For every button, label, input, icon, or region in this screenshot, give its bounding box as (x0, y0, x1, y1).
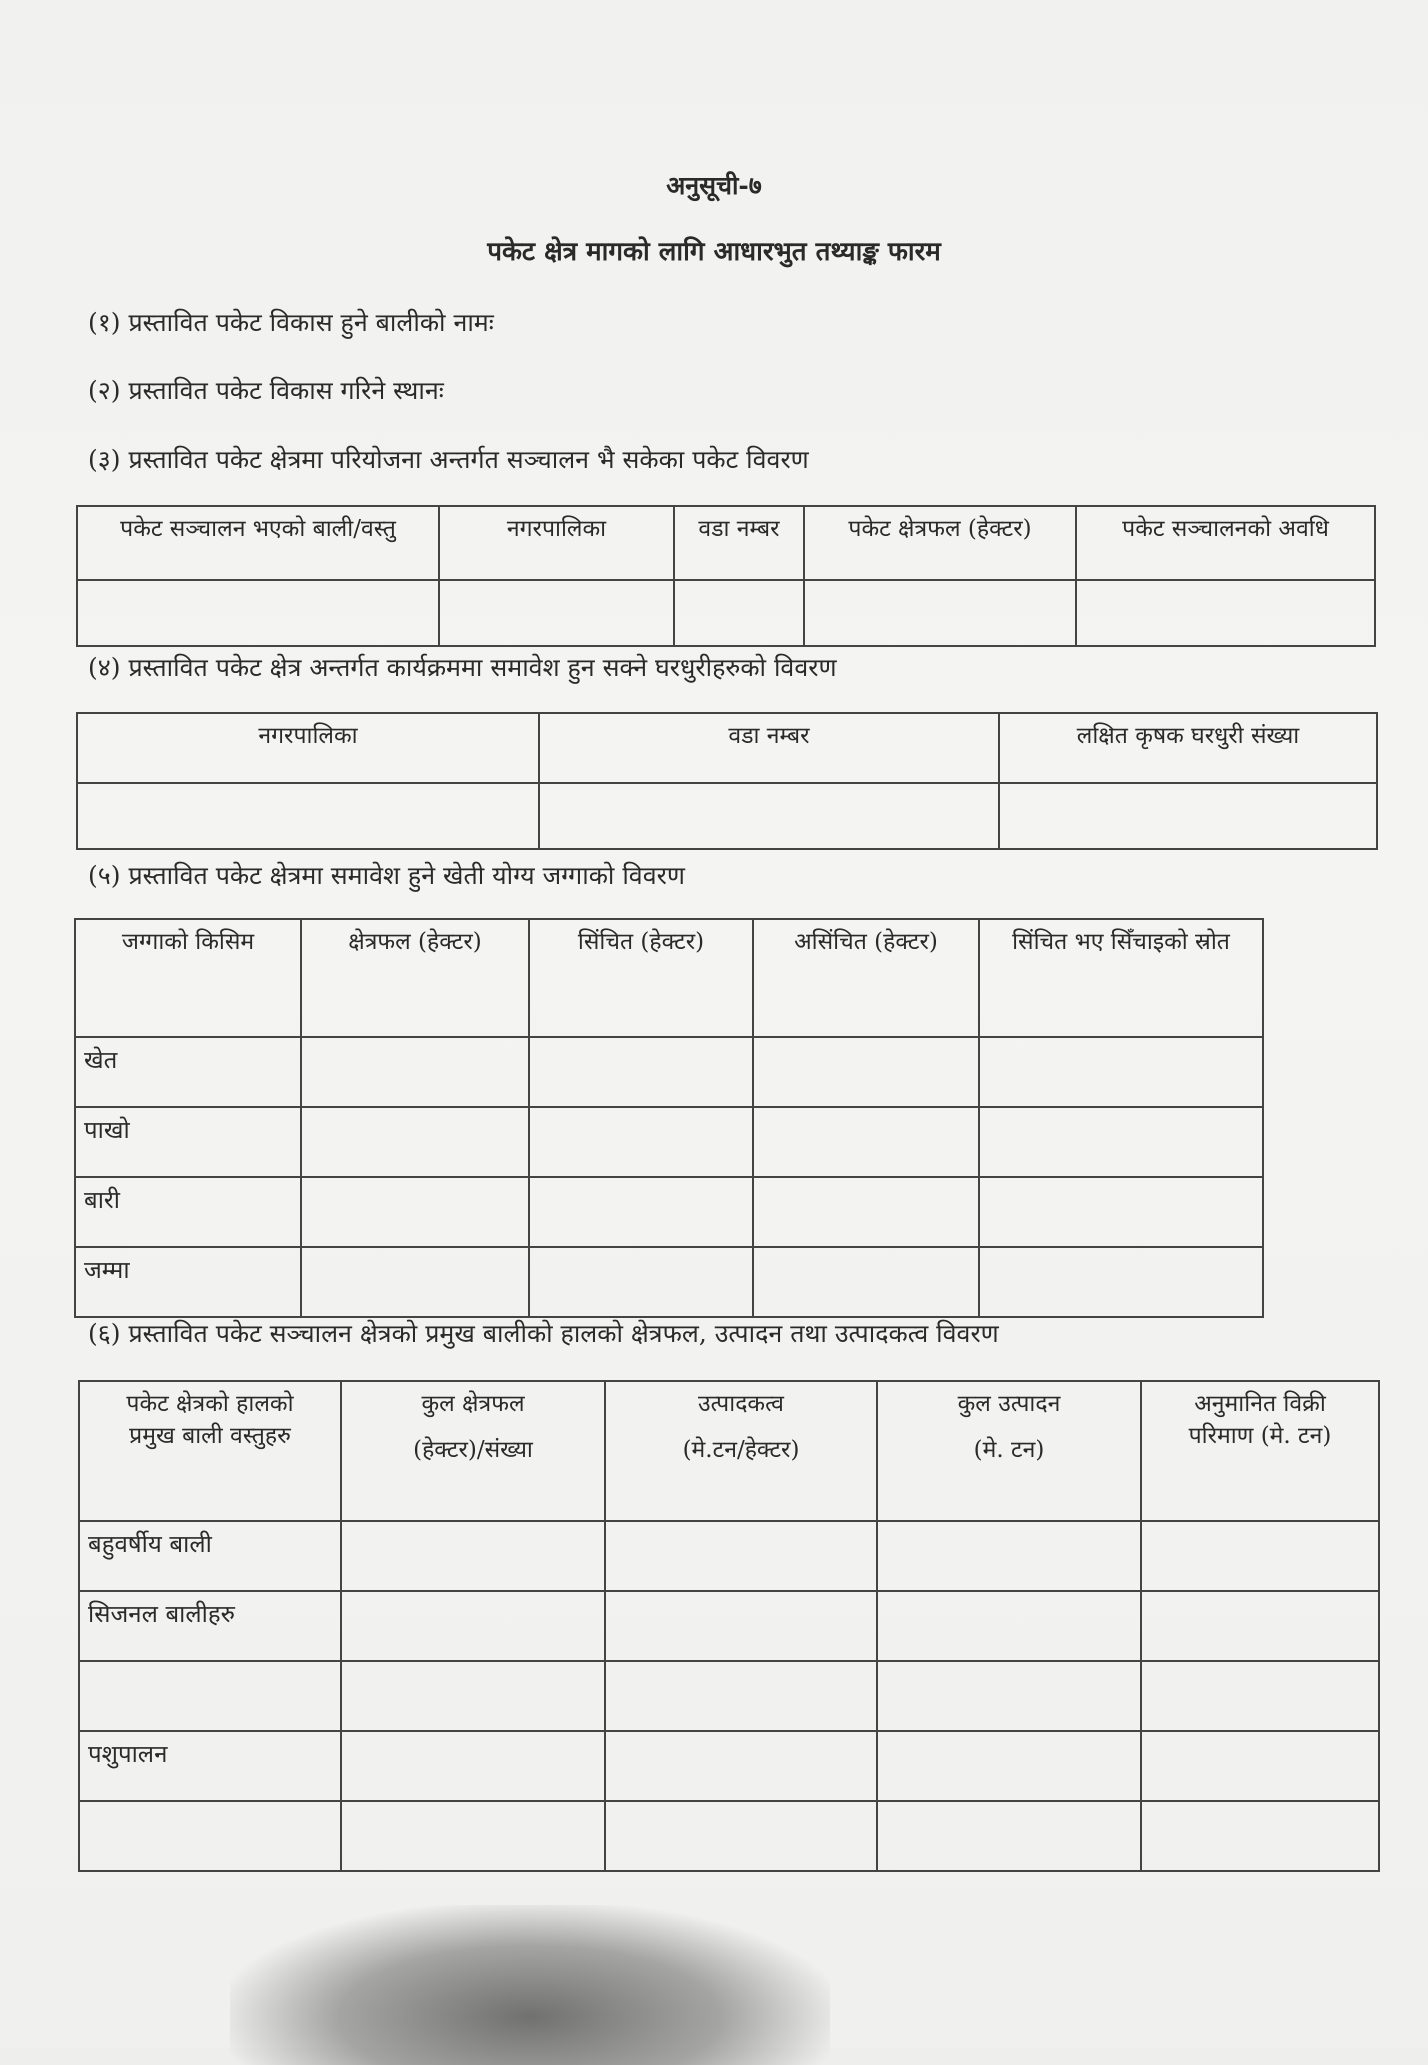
table-row (79, 1801, 1379, 1871)
cell-empty[interactable] (999, 783, 1377, 849)
header-ward: वडा नम्बर (674, 506, 804, 580)
cell-empty[interactable] (605, 1521, 877, 1591)
table-header-row (77, 506, 1375, 580)
cell-empty[interactable] (77, 580, 439, 646)
item-1-crop-name: (१) प्रस्तावित पकेट विकास हुने बालीको नामः (88, 308, 494, 337)
table-header-row (75, 919, 1263, 1037)
cell-empty[interactable] (605, 1731, 877, 1801)
row-label-total: जम्मा (75, 1247, 301, 1317)
cell-empty[interactable] (341, 1731, 605, 1801)
table-row (77, 580, 1375, 646)
land-table (74, 918, 1264, 1318)
cell-empty[interactable] (1141, 1661, 1379, 1731)
form-title: पकेट क्षेत्र मागको लागि आधारभुत तथ्याङ्क फारम (487, 237, 941, 267)
cell-empty[interactable] (605, 1591, 877, 1661)
header-ward: वडा नम्बर (539, 713, 999, 783)
header-area: पकेट क्षेत्रफल (हेक्टर) (804, 506, 1076, 580)
header-estimated-sales-line1: अनुमानित विक्री (1194, 1391, 1326, 1417)
cell-empty[interactable] (301, 1107, 529, 1177)
table-row (79, 1661, 1379, 1731)
header-irrigated: सिंचित (हेक्टर) (529, 919, 753, 1037)
cell-empty[interactable] (877, 1591, 1141, 1661)
header-total-production-line2: (मे. टन) (973, 1437, 1045, 1464)
item-6-production: (६) प्रस्तावित पकेट सञ्चालन क्षेत्रको प्रमुख बालीको हालको क्षेत्रफल, उत्पादन तथा उत्पादकत्व विवरण (88, 1319, 999, 1348)
table-row (79, 1591, 1379, 1661)
header-municipality: नगरपालिका (439, 506, 674, 580)
table-row (75, 1037, 1263, 1107)
cell-empty[interactable] (341, 1801, 605, 1871)
header-total-area-line2: (हेक्टर)/संख्या (413, 1437, 533, 1464)
table-row (79, 1731, 1379, 1801)
cell-empty[interactable] (674, 580, 804, 646)
table-row (75, 1177, 1263, 1247)
item-5-land: (५) प्रस्तावित पकेट क्षेत्रमा समावेश हुने खेती योग्य जग्गाको विवरण (88, 861, 685, 890)
header-duration: पकेट सञ्चालनको अवधि (1076, 506, 1375, 580)
row-label-bari: बारी (75, 1177, 301, 1247)
schedule-heading: अनुसूची-७ (666, 171, 762, 200)
cell-empty[interactable] (1076, 580, 1375, 646)
header-area: क्षेत्रफल (हेक्टर) (301, 919, 529, 1037)
header-municipality: नगरपालिका (77, 713, 539, 783)
cell-empty[interactable] (605, 1801, 877, 1871)
cell-empty[interactable] (301, 1037, 529, 1107)
cell-empty[interactable] (539, 783, 999, 849)
cell-empty[interactable] (753, 1177, 979, 1247)
cell-empty[interactable] (979, 1247, 1263, 1317)
header-estimated-sales-line2: परिमाण (मे. टन) (1188, 1423, 1332, 1450)
table-header-row (79, 1381, 1379, 1521)
header-total-area-line1: कुल क्षेत्रफल (421, 1391, 525, 1417)
header-major-crops (79, 1381, 341, 1521)
cell-empty[interactable] (301, 1247, 529, 1317)
households-table (76, 712, 1378, 850)
item-4-households: (४) प्रस्तावित पकेट क्षेत्र अन्तर्गत कार्यक्रममा समावेश हुन सक्ने घरधुरीहरुको विवरण (88, 653, 837, 682)
cell-empty[interactable] (341, 1591, 605, 1661)
cell-empty[interactable] (529, 1107, 753, 1177)
header-unirrigated: असिंचित (हेक्टर) (753, 919, 979, 1037)
item-3-existing-pockets: (३) प्रस्तावित पकेट क्षेत्रमा परियोजना अन्तर्गत सञ्चालन भै सकेका पकेट विवरण (88, 445, 809, 474)
cell-empty[interactable] (877, 1801, 1141, 1871)
header-major-crops-line1: पकेट क्षेत्रको हालको (126, 1391, 294, 1417)
cell-empty[interactable] (804, 580, 1076, 646)
row-label-khet: खेत (75, 1037, 301, 1107)
row-label-blank (79, 1801, 341, 1871)
photo-shadow (230, 1905, 830, 2065)
row-label-pakho: पाखो (75, 1107, 301, 1177)
production-table (78, 1380, 1380, 1872)
cell-empty[interactable] (77, 783, 539, 849)
cell-empty[interactable] (341, 1521, 605, 1591)
cell-empty[interactable] (529, 1177, 753, 1247)
row-label-livestock: पशुपालन (79, 1731, 341, 1801)
row-label-blank (79, 1661, 341, 1731)
row-label-perennial: बहुवर्षीय बाली (79, 1521, 341, 1591)
header-households: लक्षित कृषक घरधुरी संख्या (999, 713, 1377, 783)
cell-empty[interactable] (1141, 1521, 1379, 1591)
table-row (77, 783, 1377, 849)
cell-empty[interactable] (1141, 1801, 1379, 1871)
table-row (79, 1521, 1379, 1591)
cell-empty[interactable] (605, 1661, 877, 1731)
header-estimated-sales (1141, 1381, 1379, 1521)
existing-pockets-table (76, 505, 1376, 647)
header-irrigation-source: सिंचित भए सिँचाइको स्रोत (979, 919, 1263, 1037)
row-label-seasonal: सिजनल बालीहरु (79, 1591, 341, 1661)
cell-empty[interactable] (1141, 1591, 1379, 1661)
header-major-crops-line2: प्रमुख बाली वस्तुहरु (129, 1423, 291, 1450)
cell-empty[interactable] (753, 1107, 979, 1177)
cell-empty[interactable] (439, 580, 674, 646)
table-row (75, 1107, 1263, 1177)
table-header-row (77, 713, 1377, 783)
header-land-type: जग्गाको किसिम (75, 919, 301, 1037)
cell-empty[interactable] (753, 1037, 979, 1107)
header-total-area (341, 1381, 605, 1521)
cell-empty[interactable] (877, 1521, 1141, 1591)
cell-empty[interactable] (979, 1107, 1263, 1177)
table-row (75, 1247, 1263, 1317)
cell-empty[interactable] (753, 1247, 979, 1317)
cell-empty[interactable] (877, 1661, 1141, 1731)
cell-empty[interactable] (341, 1661, 605, 1731)
header-productivity (605, 1381, 877, 1521)
header-total-production-line1: कुल उत्पादन (957, 1391, 1061, 1417)
cell-empty[interactable] (301, 1177, 529, 1247)
header-total-production (877, 1381, 1141, 1521)
cell-empty[interactable] (529, 1037, 753, 1107)
header-productivity-line2: (मे.टन/हेक्टर) (682, 1437, 800, 1464)
cell-empty[interactable] (1141, 1731, 1379, 1801)
cell-empty[interactable] (877, 1731, 1141, 1801)
header-productivity-line1: उत्पादकत्व (698, 1391, 784, 1417)
cell-empty[interactable] (979, 1037, 1263, 1107)
item-2-location: (२) प्रस्तावित पकेट विकास गरिने स्थानः (88, 376, 444, 405)
cell-empty[interactable] (979, 1177, 1263, 1247)
cell-empty[interactable] (529, 1247, 753, 1317)
header-crop: पकेट सञ्चालन भएको बाली/वस्तु (77, 506, 439, 580)
